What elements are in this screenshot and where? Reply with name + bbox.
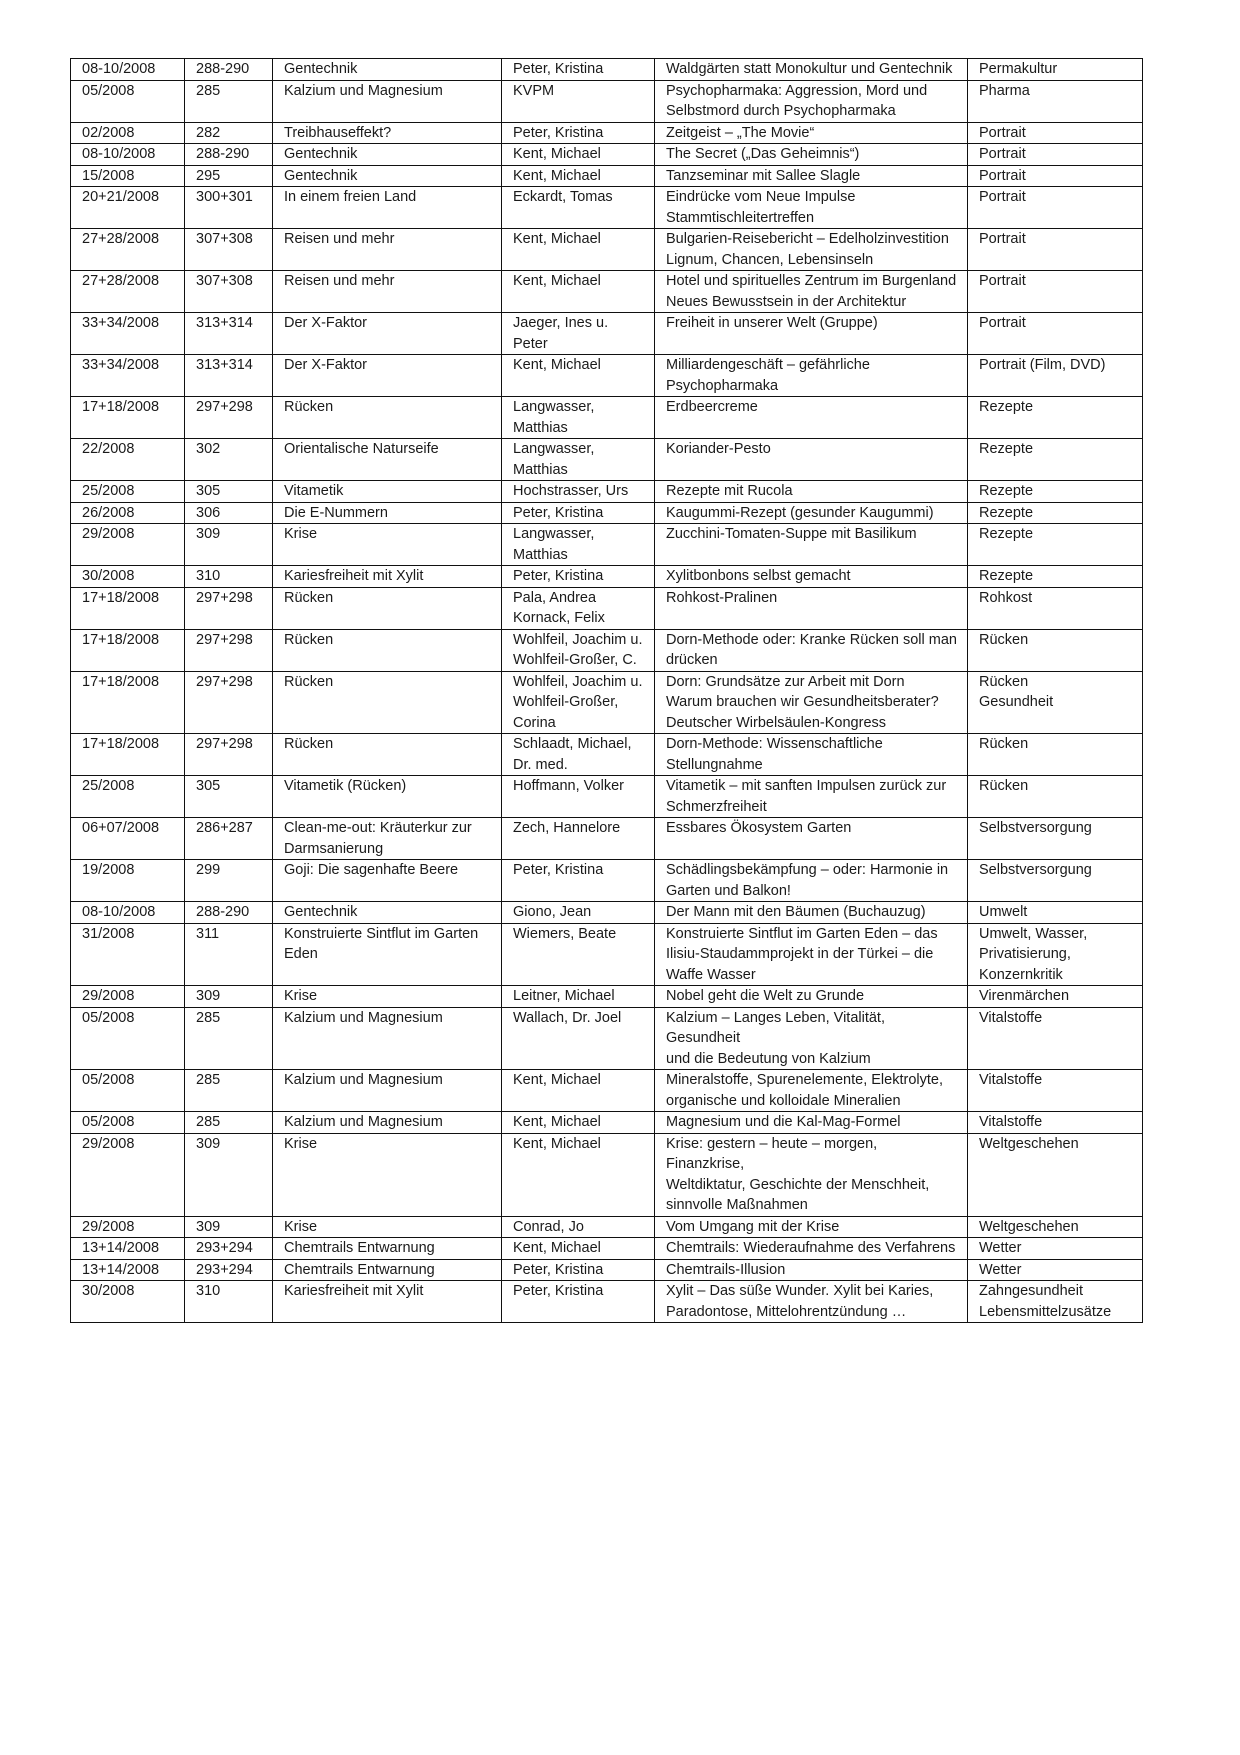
category-cell: Zahngesundheit Lebensmittelzusätze [968,1281,1143,1323]
category-cell: Portrait [968,165,1143,187]
article-title-cell: Kaugummi-Rezept (gesunder Kaugummi) [655,502,968,524]
issue-cell: 17+18/2008 [71,734,185,776]
number-cell: 285 [185,80,273,122]
category-cell: Virenmärchen [968,986,1143,1008]
table-row [71,1112,1143,1134]
number-cell: 288-290 [185,59,273,81]
table-row [71,144,1143,166]
category-cell: Umwelt, Wasser, Privatisierung, Konzernkritik [968,923,1143,986]
table-row [71,59,1143,81]
category-cell: Rücken [968,734,1143,776]
author-cell: Peter, Kristina [502,566,655,588]
author-cell: Eckardt, Tomas [502,187,655,229]
number-cell: 293+294 [185,1238,273,1260]
author-cell: Schlaadt, Michael, Dr. med. [502,734,655,776]
author-cell: Kent, Michael [502,1112,655,1134]
number-cell: 295 [185,165,273,187]
table-row [71,439,1143,481]
author-cell: Wallach, Dr. Joel [502,1007,655,1070]
article-title-cell: Vitametik – mit sanften Impulsen zurück zur Schmerzfreiheit [655,776,968,818]
author-cell: Pala, Andrea Kornack, Felix [502,587,655,629]
article-title-cell: Psychopharmaka: Aggression, Mord und Selbstmord durch Psychopharmaka [655,80,968,122]
number-cell: 305 [185,481,273,503]
number-cell: 306 [185,502,273,524]
category-cell: Rezepte [968,502,1143,524]
author-cell: Jaeger, Ines u. Peter [502,313,655,355]
article-title-cell: Hotel und spirituelles Zentrum im Burgenland Neues Bewusstsein in der Architektur [655,271,968,313]
author-cell: Peter, Kristina [502,1281,655,1323]
number-cell: 305 [185,776,273,818]
table-row [71,1259,1143,1281]
article-title-cell: Tanzseminar mit Sallee Slagle [655,165,968,187]
number-cell: 285 [185,1112,273,1134]
article-title-cell: Dorn-Methode: Wissenschaftliche Stellungnahme [655,734,968,776]
number-cell: 309 [185,986,273,1008]
author-cell: Hoffmann, Volker [502,776,655,818]
topic-cell: Goji: Die sagenhafte Beere [273,860,502,902]
author-cell: Kent, Michael [502,229,655,271]
issue-cell: 05/2008 [71,1112,185,1134]
author-cell: Peter, Kristina [502,860,655,902]
topic-cell: Chemtrails Entwarnung [273,1259,502,1281]
article-title-cell: Zeitgeist – „The Movie“ [655,122,968,144]
article-title-cell: Dorn-Methode oder: Kranke Rücken soll man drücken [655,629,968,671]
category-cell: Portrait [968,229,1143,271]
number-cell: 297+298 [185,587,273,629]
author-cell: Kent, Michael [502,1070,655,1112]
article-title-cell: Chemtrails-Illusion [655,1259,968,1281]
article-title-cell: Eindrücke vom Neue Impulse Stammtischleitertreffen [655,187,968,229]
category-cell: Portrait [968,122,1143,144]
author-cell: Zech, Hannelore [502,818,655,860]
topic-cell: Krise [273,524,502,566]
topic-cell: Vitametik [273,481,502,503]
topic-cell: Rücken [273,671,502,734]
category-cell: Portrait [968,187,1143,229]
category-cell: Selbstversorgung [968,818,1143,860]
topic-cell: Konstruierte Sintflut im Garten Eden [273,923,502,986]
category-cell: Weltgeschehen [968,1216,1143,1238]
issue-cell: 33+34/2008 [71,355,185,397]
table-row [71,860,1143,902]
topic-cell: Kalzium und Magnesium [273,1007,502,1070]
number-cell: 299 [185,860,273,902]
number-cell: 310 [185,1281,273,1323]
topic-cell: Krise [273,1216,502,1238]
topic-cell: Rücken [273,587,502,629]
number-cell: 310 [185,566,273,588]
issue-cell: 27+28/2008 [71,229,185,271]
topic-cell: Krise [273,986,502,1008]
article-title-cell: Magnesium und die Kal-Mag-Formel [655,1112,968,1134]
issue-cell: 05/2008 [71,80,185,122]
article-title-cell: Konstruierte Sintflut im Garten Eden – das Ilisiu-Staudammprojekt in der Türkei – die Waffe Wasser [655,923,968,986]
topic-cell: Gentechnik [273,59,502,81]
category-cell: Selbstversorgung [968,860,1143,902]
issue-cell: 26/2008 [71,502,185,524]
issue-cell: 17+18/2008 [71,629,185,671]
category-cell: Rezepte [968,566,1143,588]
author-cell: Peter, Kristina [502,122,655,144]
number-cell: 297+298 [185,671,273,734]
author-cell: Kent, Michael [502,1133,655,1216]
topic-cell: Gentechnik [273,902,502,924]
article-title-cell: Nobel geht die Welt zu Grunde [655,986,968,1008]
category-cell: Rücken [968,776,1143,818]
topic-cell: Gentechnik [273,144,502,166]
table-body [71,59,1143,1323]
table-row [71,1070,1143,1112]
article-index-table [70,58,1143,1323]
category-cell: Wetter [968,1259,1143,1281]
table-row [71,776,1143,818]
category-cell: Weltgeschehen [968,1133,1143,1216]
author-cell: Langwasser, Matthias [502,524,655,566]
article-title-cell: Erdbeercreme [655,397,968,439]
category-cell: Umwelt [968,902,1143,924]
issue-cell: 29/2008 [71,524,185,566]
article-title-cell: Chemtrails: Wiederaufnahme des Verfahrens [655,1238,968,1260]
issue-cell: 27+28/2008 [71,271,185,313]
category-cell: Vitalstoffe [968,1112,1143,1134]
category-cell: Portrait [968,313,1143,355]
table-row [71,1133,1143,1216]
author-cell: Kent, Michael [502,271,655,313]
topic-cell: Orientalische Naturseife [273,439,502,481]
article-title-cell: Kalzium – Langes Leben, Vitalität, Gesundheit und die Bedeutung von Kalzium [655,1007,968,1070]
number-cell: 288-290 [185,902,273,924]
category-cell: Portrait [968,144,1143,166]
category-cell: Portrait [968,271,1143,313]
table-row [71,1238,1143,1260]
issue-cell: 13+14/2008 [71,1238,185,1260]
author-cell: Kent, Michael [502,144,655,166]
number-cell: 311 [185,923,273,986]
number-cell: 307+308 [185,229,273,271]
table-row [71,1216,1143,1238]
table-row [71,923,1143,986]
author-cell: Peter, Kristina [502,59,655,81]
topic-cell: Kalzium und Magnesium [273,80,502,122]
table-row [71,313,1143,355]
author-cell: Kent, Michael [502,355,655,397]
topic-cell: Kalzium und Magnesium [273,1112,502,1134]
category-cell: Rohkost [968,587,1143,629]
table-row [71,1007,1143,1070]
topic-cell: Der X-Faktor [273,355,502,397]
issue-cell: 08-10/2008 [71,902,185,924]
category-cell: Rücken Gesundheit [968,671,1143,734]
article-title-cell: Rohkost-Pralinen [655,587,968,629]
table-row [71,587,1143,629]
number-cell: 282 [185,122,273,144]
article-title-cell: Der Mann mit den Bäumen (Buchauzug) [655,902,968,924]
number-cell: 297+298 [185,397,273,439]
article-title-cell: Essbares Ökosystem Garten [655,818,968,860]
issue-cell: 29/2008 [71,986,185,1008]
topic-cell: Kalzium und Magnesium [273,1070,502,1112]
table-row [71,818,1143,860]
topic-cell: Rücken [273,397,502,439]
number-cell: 286+287 [185,818,273,860]
author-cell: Langwasser, Matthias [502,397,655,439]
topic-cell: Reisen und mehr [273,229,502,271]
table-row [71,271,1143,313]
article-title-cell: Krise: gestern – heute – morgen, Finanzkrise, Weltdiktatur, Geschichte der Menschheit, sinnvolle Maßnahmen [655,1133,968,1216]
issue-cell: 08-10/2008 [71,144,185,166]
category-cell: Rezepte [968,524,1143,566]
issue-cell: 31/2008 [71,923,185,986]
number-cell: 309 [185,1133,273,1216]
table-row [71,629,1143,671]
topic-cell: Reisen und mehr [273,271,502,313]
article-title-cell: Mineralstoffe, Spurenelemente, Elektrolyte, organische und kolloidale Mineralien [655,1070,968,1112]
issue-cell: 30/2008 [71,1281,185,1323]
table-row [71,355,1143,397]
table-row [71,80,1143,122]
author-cell: Leitner, Michael [502,986,655,1008]
author-cell: Peter, Kristina [502,502,655,524]
author-cell: Wohlfeil, Joachim u. Wohlfeil-Großer, C. [502,629,655,671]
table-row [71,229,1143,271]
issue-cell: 06+07/2008 [71,818,185,860]
category-cell: Vitalstoffe [968,1007,1143,1070]
article-title-cell: Milliardengeschäft – gefährliche Psychopharmaka [655,355,968,397]
topic-cell: In einem freien Land [273,187,502,229]
table-row [71,734,1143,776]
topic-cell: Die E-Nummern [273,502,502,524]
issue-cell: 29/2008 [71,1216,185,1238]
issue-cell: 20+21/2008 [71,187,185,229]
category-cell: Rezepte [968,439,1143,481]
table-row [71,902,1143,924]
topic-cell: Der X-Faktor [273,313,502,355]
number-cell: 297+298 [185,734,273,776]
category-cell: Rücken [968,629,1143,671]
author-cell: Wiemers, Beate [502,923,655,986]
table-row [71,1281,1143,1323]
article-title-cell: Schädlingsbekämpfung – oder: Harmonie in Garten und Balkon! [655,860,968,902]
issue-cell: 17+18/2008 [71,587,185,629]
author-cell: Conrad, Jo [502,1216,655,1238]
author-cell: Wohlfeil, Joachim u. Wohlfeil-Großer, Corina [502,671,655,734]
table-row [71,481,1143,503]
number-cell: 300+301 [185,187,273,229]
number-cell: 309 [185,1216,273,1238]
issue-cell: 15/2008 [71,165,185,187]
article-title-cell: Xylit – Das süße Wunder. Xylit bei Karies, Paradontose, Mittelohrentzündung … [655,1281,968,1323]
article-title-cell: The Secret („Das Geheimnis“) [655,144,968,166]
category-cell: Permakultur [968,59,1143,81]
article-title-cell: Freiheit in unserer Welt (Gruppe) [655,313,968,355]
number-cell: 293+294 [185,1259,273,1281]
issue-cell: 29/2008 [71,1133,185,1216]
topic-cell: Krise [273,1133,502,1216]
category-cell: Rezepte [968,481,1143,503]
article-title-cell: Vom Umgang mit der Krise [655,1216,968,1238]
topic-cell: Rücken [273,629,502,671]
category-cell: Wetter [968,1238,1143,1260]
table-row [71,986,1143,1008]
number-cell: 302 [185,439,273,481]
author-cell: Langwasser, Matthias [502,439,655,481]
article-title-cell: Zucchini-Tomaten-Suppe mit Basilikum [655,524,968,566]
issue-cell: 13+14/2008 [71,1259,185,1281]
topic-cell: Gentechnik [273,165,502,187]
issue-cell: 25/2008 [71,481,185,503]
topic-cell: Chemtrails Entwarnung [273,1238,502,1260]
number-cell: 285 [185,1007,273,1070]
issue-cell: 08-10/2008 [71,59,185,81]
article-title-cell: Waldgärten statt Monokultur und Gentechnik [655,59,968,81]
issue-cell: 25/2008 [71,776,185,818]
table-row [71,566,1143,588]
number-cell: 307+308 [185,271,273,313]
author-cell: Kent, Michael [502,165,655,187]
category-cell: Pharma [968,80,1143,122]
article-title-cell: Dorn: Grundsätze zur Arbeit mit Dorn Warum brauchen wir Gesundheitsberater? Deutscher Wirbelsäulen-Kongress [655,671,968,734]
table-row [71,502,1143,524]
article-title-cell: Rezepte mit Rucola [655,481,968,503]
issue-cell: 19/2008 [71,860,185,902]
author-cell: Peter, Kristina [502,1259,655,1281]
category-cell: Rezepte [968,397,1143,439]
issue-cell: 30/2008 [71,566,185,588]
author-cell: Kent, Michael [502,1238,655,1260]
topic-cell: Rücken [273,734,502,776]
topic-cell: Treibhauseffekt? [273,122,502,144]
table-row [71,397,1143,439]
topic-cell: Vitametik (Rücken) [273,776,502,818]
author-cell: KVPM [502,80,655,122]
issue-cell: 05/2008 [71,1070,185,1112]
topic-cell: Kariesfreiheit mit Xylit [273,566,502,588]
article-title-cell: Xylitbonbons selbst gemacht [655,566,968,588]
number-cell: 313+314 [185,313,273,355]
article-title-cell: Bulgarien-Reisebericht – Edelholzinvestition Lignum, Chancen, Lebensinseln [655,229,968,271]
table-row [71,187,1143,229]
number-cell: 285 [185,1070,273,1112]
category-cell: Vitalstoffe [968,1070,1143,1112]
table-row [71,524,1143,566]
article-title-cell: Koriander-Pesto [655,439,968,481]
issue-cell: 02/2008 [71,122,185,144]
issue-cell: 22/2008 [71,439,185,481]
number-cell: 288-290 [185,144,273,166]
author-cell: Hochstrasser, Urs [502,481,655,503]
table-row [71,122,1143,144]
topic-cell: Kariesfreiheit mit Xylit [273,1281,502,1323]
issue-cell: 05/2008 [71,1007,185,1070]
author-cell: Giono, Jean [502,902,655,924]
table-row [71,671,1143,734]
category-cell: Portrait (Film, DVD) [968,355,1143,397]
table-row [71,165,1143,187]
topic-cell: Clean-me-out: Kräuterkur zur Darmsanierung [273,818,502,860]
number-cell: 313+314 [185,355,273,397]
number-cell: 297+298 [185,629,273,671]
issue-cell: 17+18/2008 [71,671,185,734]
issue-cell: 33+34/2008 [71,313,185,355]
number-cell: 309 [185,524,273,566]
issue-cell: 17+18/2008 [71,397,185,439]
